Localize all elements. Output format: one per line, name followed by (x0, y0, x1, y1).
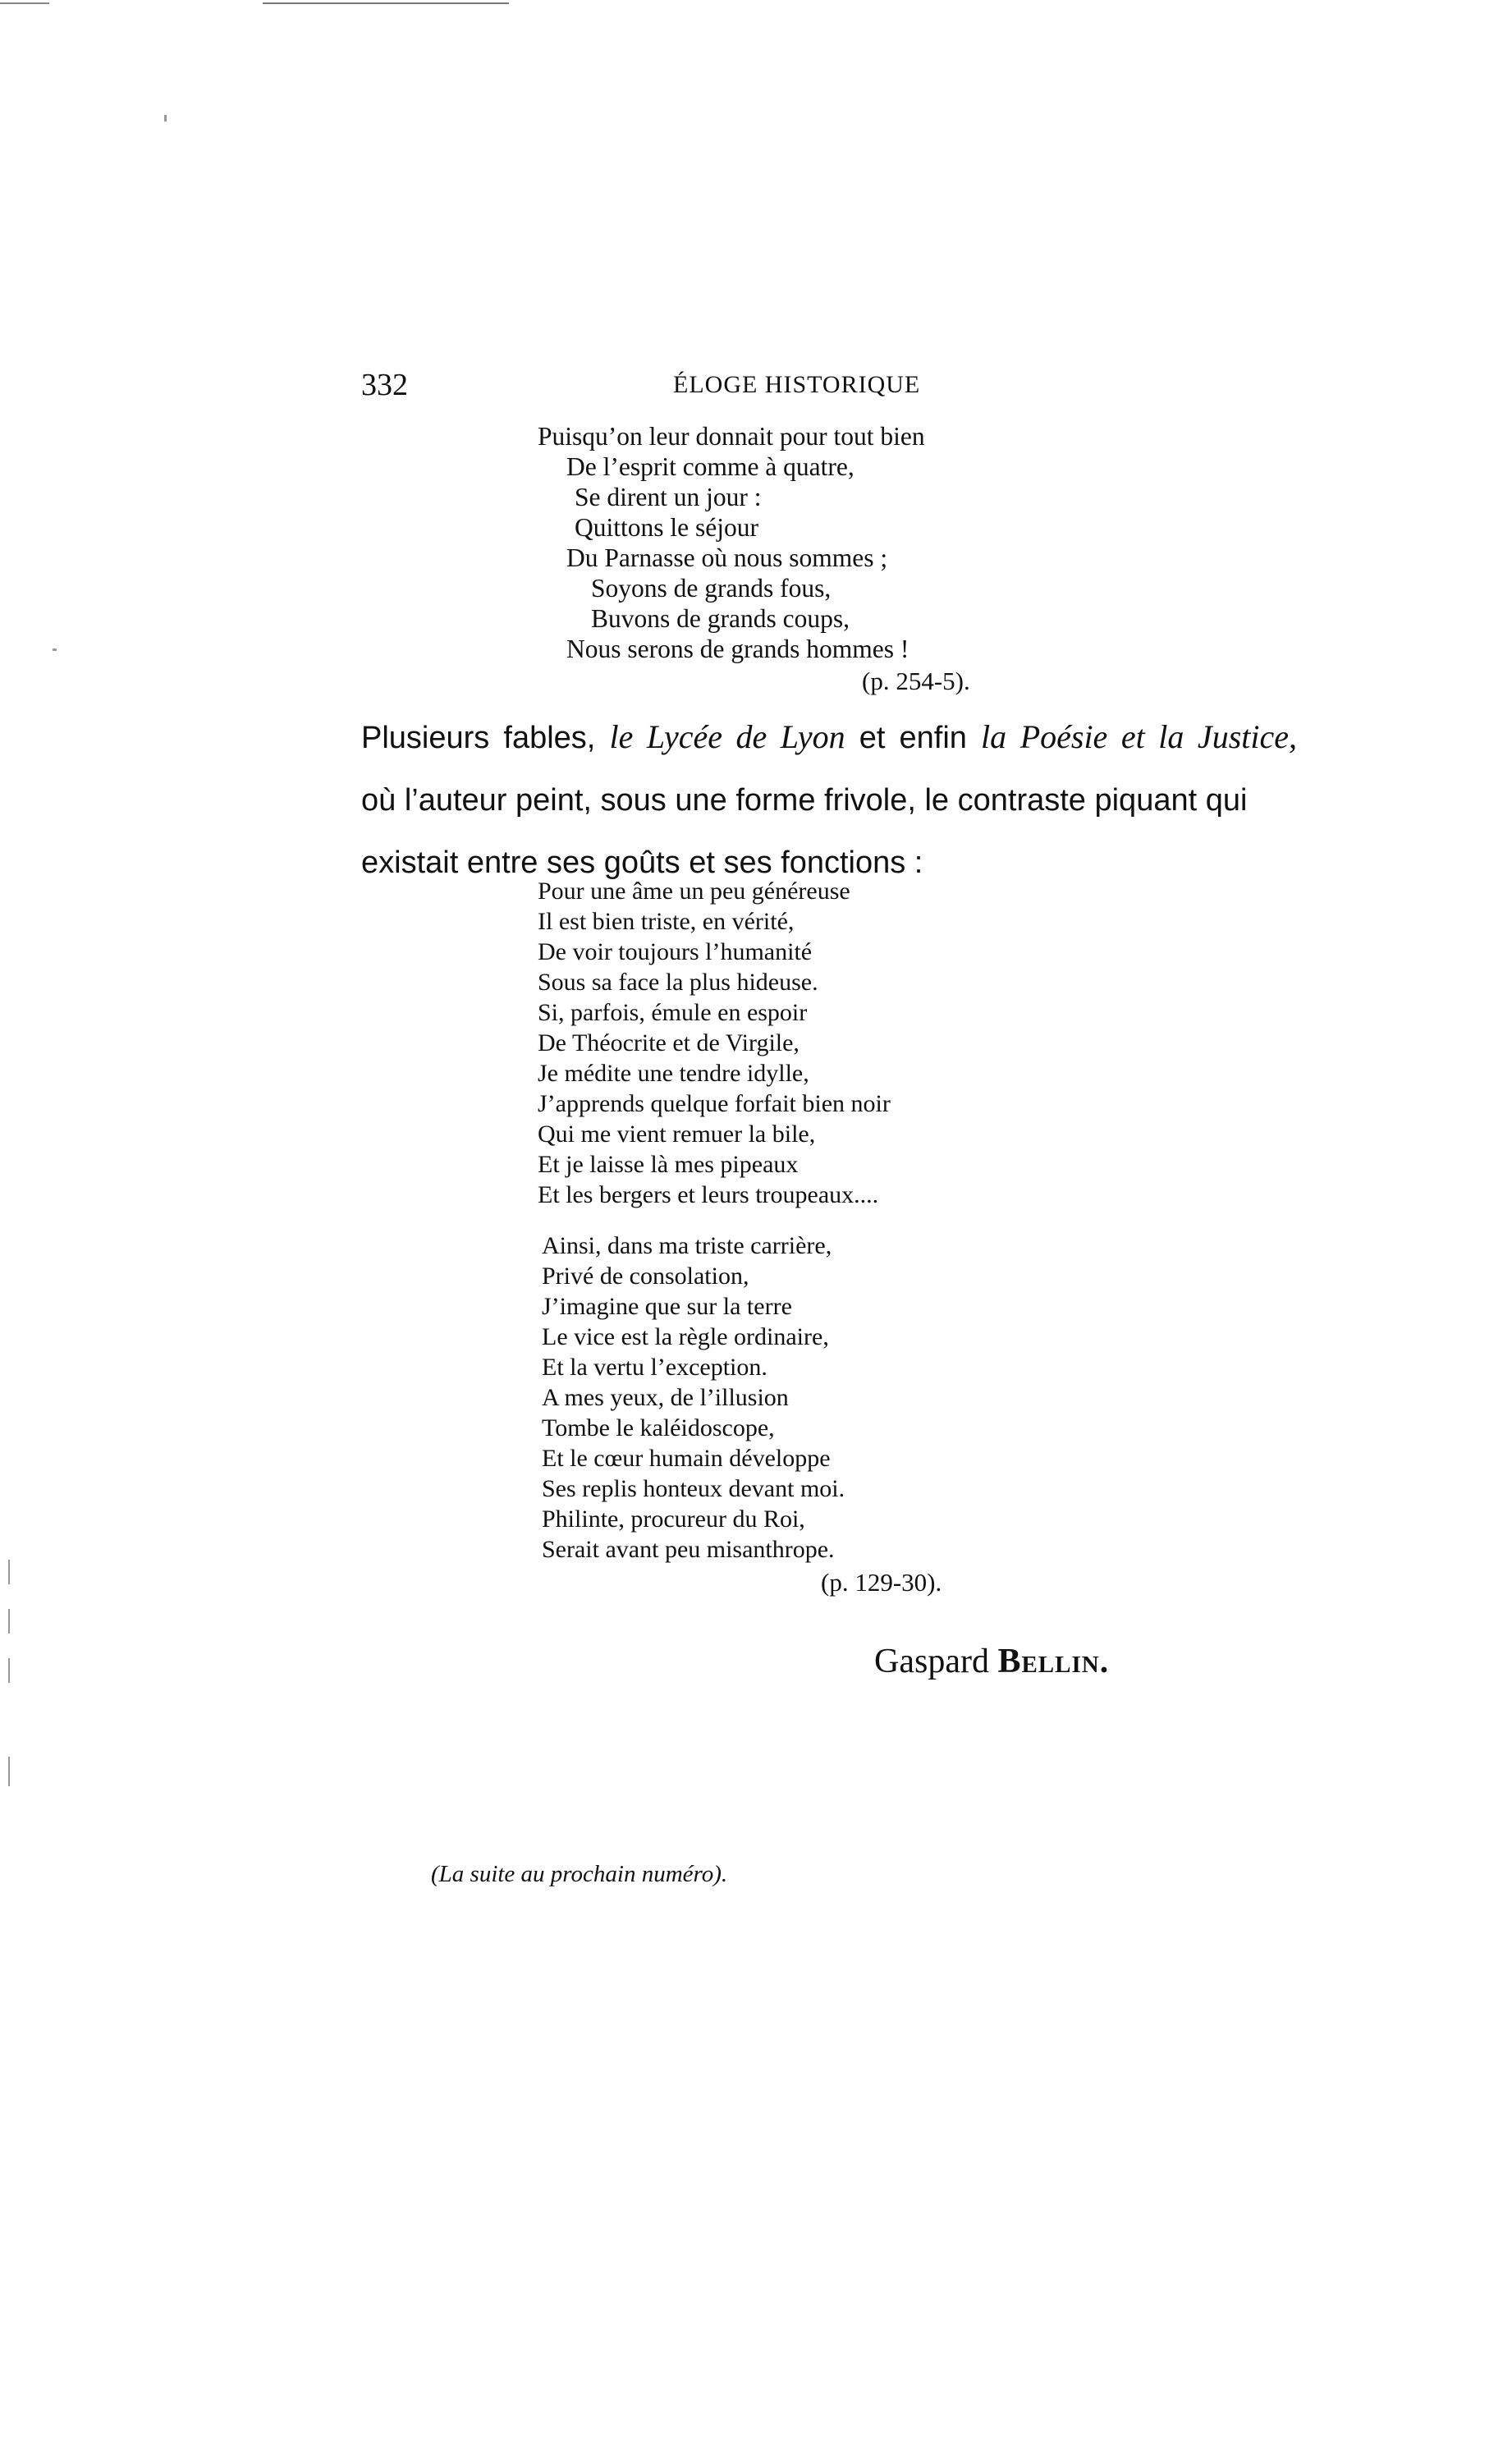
verse-line: Le vice est la règle ordinaire, (542, 1323, 829, 1350)
verse-line: Ses replis honteux devant moi. (542, 1475, 845, 1502)
verse-line: Puisqu’on leur donnait pour tout bien (538, 422, 925, 451)
paragraph-connector: et enfin (859, 721, 967, 755)
verse-line: Et le cœur humain développe (542, 1445, 831, 1472)
verse-line: Qui me vient remuer la bile, (538, 1121, 816, 1148)
verse-line: Il est bien triste, en vérité, (538, 908, 795, 935)
verse-line: Nous serons de grands hommes ! (566, 635, 909, 663)
verse-line: Philinte, procureur du Roi, (542, 1505, 805, 1533)
paragraph-line-1 (361, 706, 1297, 769)
fable-title-1: le Lycée de Lyon (609, 718, 845, 755)
page-reference-1: (p. 254-5). (862, 667, 970, 695)
verse-line: J’apprends quelque forfait bien noir (538, 1090, 891, 1117)
scan-speck (8, 1560, 10, 1584)
top-scan-rule (263, 2, 509, 4)
scan-speck (53, 648, 57, 651)
paragraph-rest: où l’auteur peint, sous une forme frivole, le contraste piquant qui existait entre ses goûts et ses fonctions : (361, 783, 1248, 880)
verse-line: Pour une âme un peu généreuse (538, 878, 850, 905)
verse-line: De voir toujours l’humanité (538, 938, 813, 965)
verse-line: De Théocrite et de Virgile, (538, 1029, 800, 1056)
verse-line: Serait avant peu misanthrope. (542, 1536, 835, 1563)
page-reference-2: (p. 129-30). (821, 1568, 942, 1597)
signature-last-name: Bellin. (997, 1643, 1110, 1680)
verse-line: Et la vertu l’exception. (542, 1354, 767, 1381)
verse-line: Je médite une tendre idylle, (538, 1060, 809, 1087)
paragraph-intro: Plusieurs fables, (361, 721, 596, 755)
continuation-note: (La suite au prochain numéro). (431, 1861, 728, 1887)
prose-paragraph (361, 706, 1297, 894)
verse-line: Si, parfois, émule en espoir (538, 999, 808, 1026)
verse-line: De l’esprit comme à quatre, (566, 452, 855, 481)
verse-line: Et je laisse là mes pipeaux (538, 1151, 799, 1178)
verse-line: Ainsi, dans ma triste carrière, (542, 1232, 832, 1259)
scan-speck (8, 1609, 10, 1634)
top-scan-rule (0, 2, 49, 4)
author-signature (874, 1642, 1109, 1681)
verse-line: Quittons le séjour (575, 513, 758, 542)
verse-line: Du Parnasse où nous sommes ; (566, 543, 888, 572)
verse-line: J’imagine que sur la terre (542, 1293, 792, 1320)
signature-first-name: Gaspard (874, 1643, 989, 1680)
verse-line: Soyons de grands fous, (591, 574, 832, 603)
page-number: 332 (361, 368, 408, 402)
fable-title-2: la Poésie et la Justice, (981, 718, 1297, 755)
verse-line: Tombe le kaléidoscope, (542, 1414, 775, 1441)
verse-line: A mes yeux, de l’illusion (542, 1384, 789, 1411)
verse-line: Se dirent un jour : (575, 483, 762, 511)
scan-speck (8, 1757, 10, 1786)
scan-speck (8, 1658, 10, 1683)
scan-speck (164, 115, 167, 121)
verse-line: Sous sa face la plus hideuse. (538, 969, 818, 996)
verse-line: Et les bergers et leurs troupeaux.... (538, 1181, 879, 1208)
running-title: ÉLOGE HISTORIQUE (673, 371, 921, 398)
verse-line: Buvons de grands coups, (591, 604, 850, 633)
verse-line: Privé de consolation, (542, 1263, 749, 1290)
